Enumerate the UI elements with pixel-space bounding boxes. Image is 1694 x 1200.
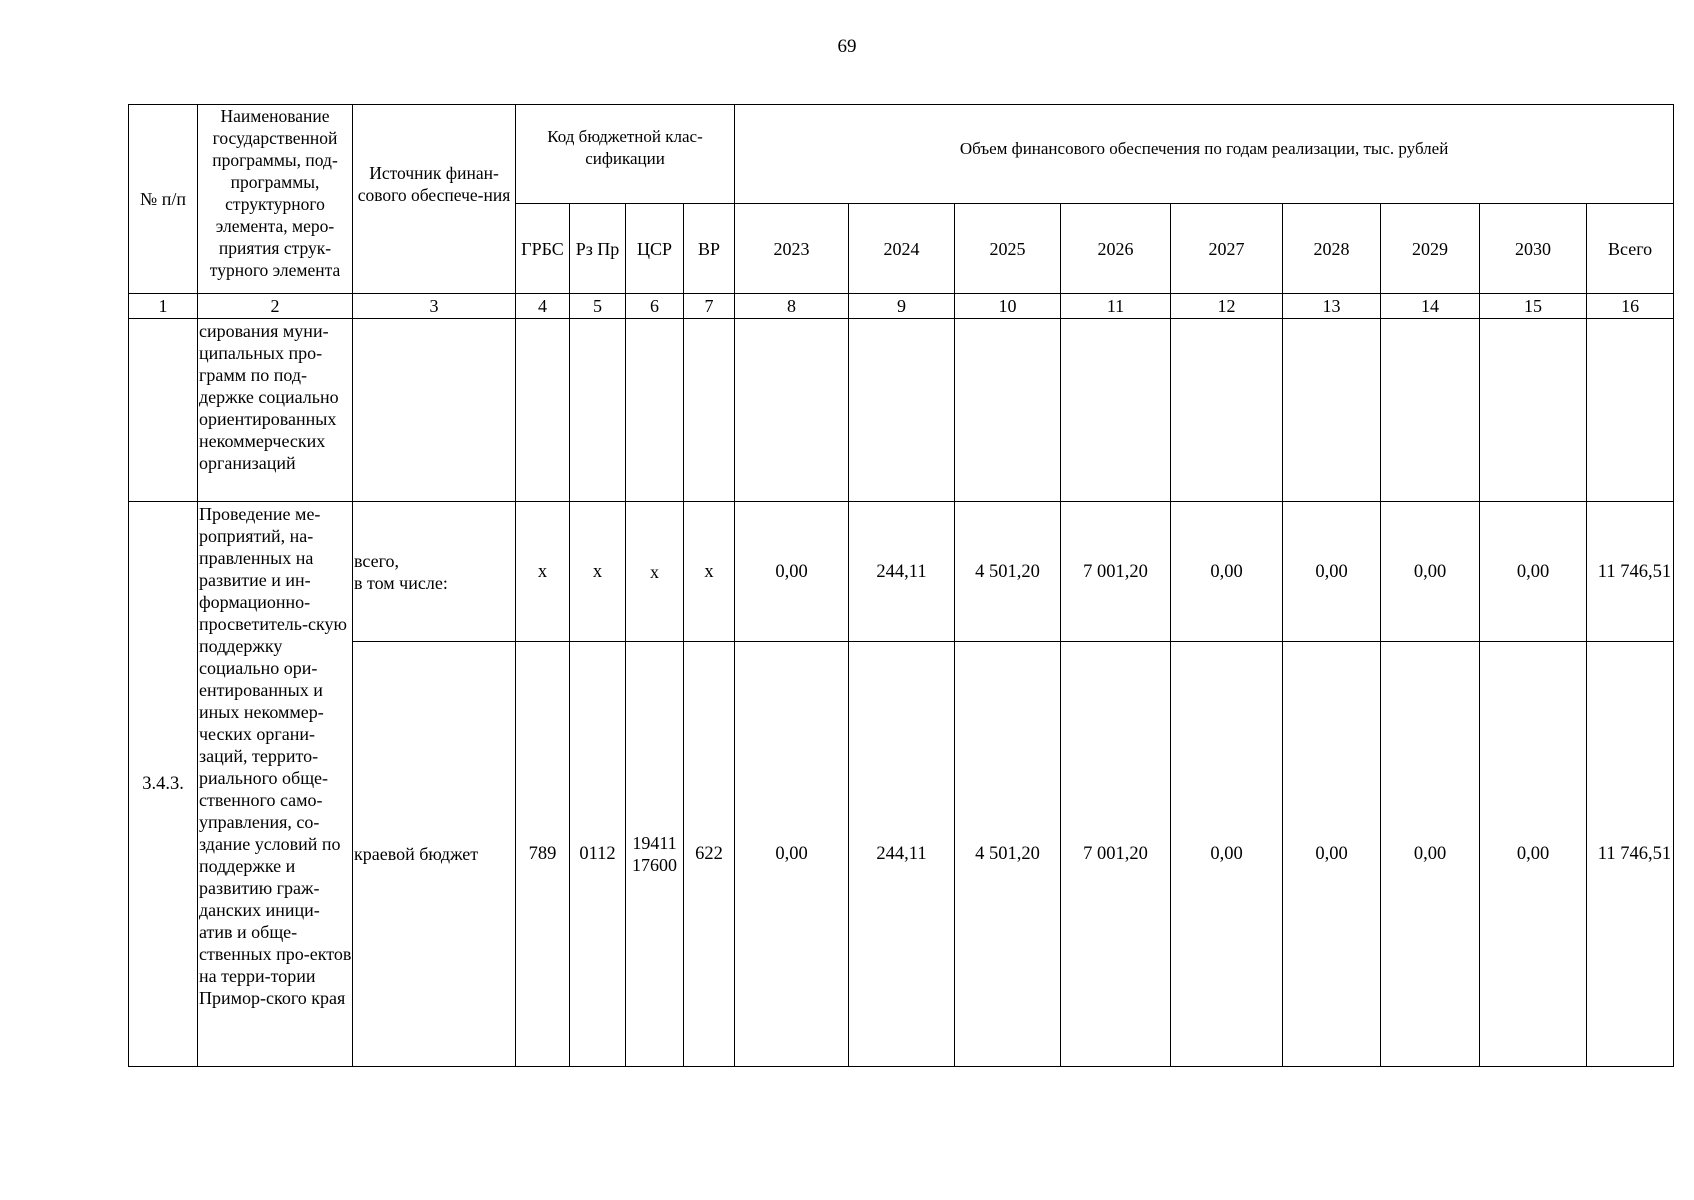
csr-line: 17600 (632, 855, 677, 875)
cell (570, 319, 626, 502)
header-source: Источник финан-сового обеспече-ния (353, 105, 516, 294)
column-index: 3 (353, 294, 516, 319)
column-index: 5 (570, 294, 626, 319)
header-csr: ЦСР (626, 204, 684, 294)
continuation-row (129, 319, 1674, 502)
header-year-2029: 2029 (1381, 204, 1480, 294)
value-2027: 0,00 (1171, 642, 1283, 1067)
source-line: краевой бюджет (354, 844, 479, 864)
column-index: 2 (198, 294, 353, 319)
header-name: Наименование государственной программы, под-программы, структурного элемента, меро-приятия струк-турного элемента (198, 105, 353, 294)
source-cell (353, 642, 516, 1067)
header-num: № п/п (129, 105, 198, 294)
table-row (129, 642, 1674, 1067)
value-2024: 244,11 (849, 642, 955, 1067)
rzpr-cell: х (570, 502, 626, 642)
table-row (129, 502, 1674, 642)
value-2024: 244,11 (849, 502, 955, 642)
value-2030: 0,00 (1480, 642, 1587, 1067)
value-2026: 7 001,20 (1061, 642, 1171, 1067)
header-budget-code: Код бюджетной клас-сификации (516, 105, 735, 204)
grbs-cell: 789 (516, 642, 570, 1067)
header-year-2024: 2024 (849, 204, 955, 294)
cell (849, 319, 955, 502)
cell (735, 319, 849, 502)
cell (516, 319, 570, 502)
csr-line: х (650, 561, 659, 582)
rzpr-cell: 0112 (570, 642, 626, 1067)
vr-cell: 622 (684, 642, 735, 1067)
column-index: 4 (516, 294, 570, 319)
column-index: 12 (1171, 294, 1283, 319)
value-total: 11 746,51 (1587, 642, 1674, 1067)
source-line: в том числе: (354, 572, 448, 593)
header-year-2027: 2027 (1171, 204, 1283, 294)
header-rzpr: Рз Пр (570, 204, 626, 294)
source-cell (353, 502, 516, 642)
column-index: 16 (1587, 294, 1674, 319)
column-index: 11 (1061, 294, 1171, 319)
cell (1381, 319, 1480, 502)
csr-line: 19411 (632, 833, 677, 853)
column-index-row (129, 294, 1674, 319)
value-2025: 4 501,20 (955, 502, 1061, 642)
item-name: Проведение ме-роприятий, на-правленных на развитие и ин-формационно-просветитель-скую поддержку социально ори-ентированных и иных некоммер-ческих органи-заций, террито-риального обще-ственного само-управления, со-здание условий по поддержке и развитию граж-данских иници-атив и обще-ственных про-ектов на терри-тории Примор-ского края (198, 502, 353, 1067)
value-2023: 0,00 (735, 502, 849, 642)
header-total: Всего (1587, 204, 1674, 294)
source-line: всего, (354, 550, 400, 571)
cell (626, 319, 684, 502)
continuation-name: сирования муни-ципальных про-грамм по под-держке социально ориентированных некоммерческих организаций (198, 319, 353, 502)
header-year-2023: 2023 (735, 204, 849, 294)
cell (1587, 319, 1674, 502)
value-2027: 0,00 (1171, 502, 1283, 642)
header-year-2025: 2025 (955, 204, 1061, 294)
cell (129, 319, 198, 502)
header-grbs: ГРБС (516, 204, 570, 294)
cell (1171, 319, 1283, 502)
value-2023: 0,00 (735, 642, 849, 1067)
value-2029: 0,00 (1381, 502, 1480, 642)
grbs-cell: х (516, 502, 570, 642)
column-index: 8 (735, 294, 849, 319)
header-year-2026: 2026 (1061, 204, 1171, 294)
column-index: 6 (626, 294, 684, 319)
value-2025: 4 501,20 (955, 642, 1061, 1067)
column-index: 9 (849, 294, 955, 319)
value-2028: 0,00 (1283, 642, 1381, 1067)
value-2030: 0,00 (1480, 502, 1587, 642)
page-number: 69 (837, 36, 857, 57)
column-index: 13 (1283, 294, 1381, 319)
cell (1061, 319, 1171, 502)
cell (1283, 319, 1381, 502)
cell (1480, 319, 1587, 502)
header-year-2028: 2028 (1283, 204, 1381, 294)
column-index: 1 (129, 294, 198, 319)
value-2026: 7 001,20 (1061, 502, 1171, 642)
column-index: 14 (1381, 294, 1480, 319)
column-index: 7 (684, 294, 735, 319)
header-row-groups (129, 105, 1674, 204)
value-total: 11 746,51 (1587, 502, 1674, 642)
column-index: 15 (1480, 294, 1587, 319)
cell (684, 319, 735, 502)
vr-cell: х (684, 502, 735, 642)
value-2029: 0,00 (1381, 642, 1480, 1067)
value-2028: 0,00 (1283, 502, 1381, 642)
cell (353, 319, 516, 502)
column-index: 10 (955, 294, 1061, 319)
header-year-2030: 2030 (1480, 204, 1587, 294)
cell (955, 319, 1061, 502)
csr-cell (626, 502, 684, 642)
csr-cell (626, 642, 684, 1067)
budget-table (128, 104, 1674, 1067)
item-number: 3.4.3. (129, 502, 198, 1067)
header-vr: ВР (684, 204, 735, 294)
header-financing-volume: Объем финансового обеспечения по годам реализации, тыс. рублей (735, 105, 1674, 204)
